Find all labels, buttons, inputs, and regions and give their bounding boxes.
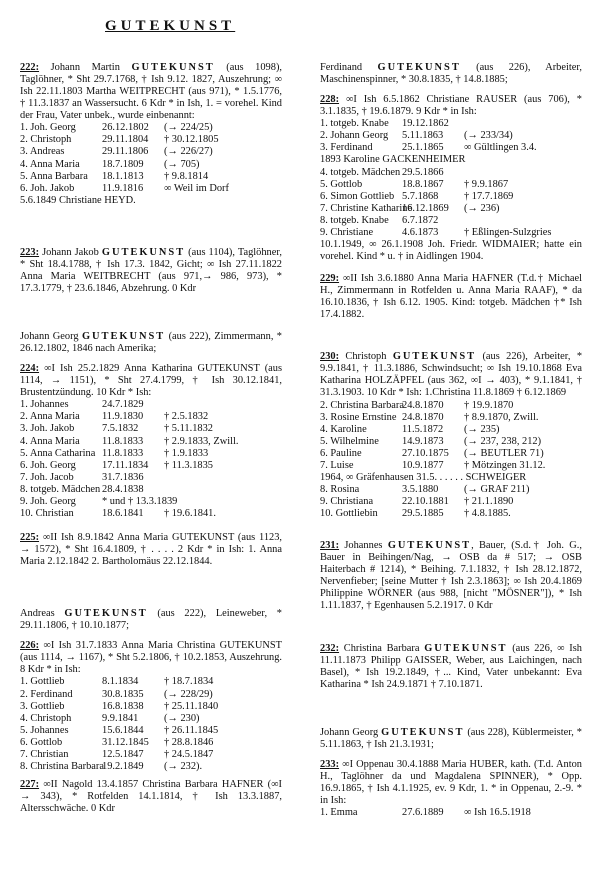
child-name: 1. Joh. Georg	[20, 122, 76, 134]
child-name: 3. Andreas	[20, 146, 65, 158]
entry-lead: Johann Georg	[320, 726, 382, 738]
child-info: ∞ Weil im Dorf	[164, 182, 229, 194]
entry-lead: ∞I Oppenau 30.4.1888 Maria HUBER, kath. (T.d. Anton H., Taglöhner da und Magdalena SPINNER), * Opp. 16.9.1865, † Ish 4.1.1925, ev. 9 Kdr, 1. * in Oppenau, 2.-9. * in Ish:	[320, 758, 582, 807]
child-entry	[320, 460, 582, 472]
child-date: 5.11.1863	[402, 130, 444, 142]
child-name: 3. Rosine Ernstine	[320, 411, 397, 423]
entry-body: (aus 222), Leineweber, * 29.11.1806, † 10.10.1877;	[20, 608, 282, 632]
child-entry	[320, 227, 582, 239]
child-entry	[20, 676, 282, 688]
child-date: 29.11.1806	[102, 146, 149, 158]
child-name: 2. Ferdinand	[20, 688, 73, 700]
child-entry	[20, 472, 282, 484]
entry-text	[320, 643, 582, 691]
entry-b226	[20, 640, 282, 773]
child-info: (→ 228/29)	[164, 688, 213, 700]
child-entry	[20, 508, 282, 520]
entry-body: (aus 1098), Taglöhner, * Sht 29.7.1768, † Ish 9.12. 1827, Auszehrung; ∞ Ish 22.11.1803 Martha WEITPRECHT (aus 971), * 1.5.1776, † 11.3.1837 an Wassersucht. 6 Kdr * in Ish, 1. = vorehel. Kind der Frau, Vater unbek., wurde einbenannt:	[20, 62, 282, 122]
entry-text	[20, 363, 282, 399]
entry-body: (aus 1104), Taglöhner, * Sht 18.4.1788, † Ish 17.3. 1842, Gicht; ∞ Ish 27.11.1822 Anna Maria WEITBRECHT (aus 971,→ 986, 973), * 17.3.1779, † 23.6.1846, Abzehrung. 0 Kdr	[20, 246, 282, 294]
child-entry	[320, 807, 582, 819]
child-info: (→ GRAF 211)	[464, 483, 530, 495]
entry-tail: 1893 Karoline GACKENHEIMER	[320, 154, 466, 166]
child-name: 8. totgeb. Mädchen	[20, 483, 101, 495]
entry-b222c	[20, 608, 282, 632]
child-entry	[320, 412, 582, 424]
entry-number: 233:	[320, 758, 340, 770]
child-info: † 21.1.1890	[464, 496, 514, 507]
child-entry	[320, 436, 582, 448]
child-date: 18.1.1813	[102, 170, 144, 182]
child-entry	[320, 448, 582, 460]
entry-lead: Andreas	[20, 608, 65, 620]
entry-text	[20, 247, 282, 295]
child-info: (→ 235)	[464, 423, 500, 435]
child-date: 4.6.1873	[402, 226, 439, 238]
entry-lead: Ferdinand	[320, 62, 378, 73]
child-date: 24.7.1829	[102, 399, 144, 411]
child-entry	[320, 191, 582, 203]
child-date: 11.9.1816	[102, 182, 144, 194]
child-date: 18.6.1841	[102, 507, 144, 519]
child-entry	[20, 436, 282, 448]
child-info: † 17.7.1869	[464, 190, 514, 202]
child-entry	[320, 167, 582, 179]
children-list	[320, 167, 582, 239]
entry-number: 226:	[20, 640, 40, 652]
child-name: 4. totgeb. Mädchen	[320, 166, 401, 178]
child-date: 5.7.1868	[402, 190, 439, 202]
child-entry	[320, 179, 582, 191]
child-entry	[20, 496, 282, 508]
child-date: 24.8.1870	[402, 399, 444, 411]
child-date: 28.4.1838	[102, 483, 144, 495]
entry-surname: GUTEKUNST	[81, 331, 166, 342]
child-entry	[20, 725, 282, 737]
entry-surname: GUTEKUNST	[424, 642, 508, 654]
child-name: 8. Christina Barbara	[20, 760, 104, 772]
child-date: 15.6.1844	[102, 724, 144, 736]
entry-text	[20, 62, 282, 122]
entry-lead: Johann Georg	[20, 331, 82, 342]
entry-number: 224:	[20, 363, 40, 375]
child-entry	[20, 701, 282, 713]
child-date: 6.7.1872	[402, 214, 439, 226]
child-info: (→ 224/25)	[164, 122, 213, 134]
children-list	[20, 399, 282, 520]
child-name: 9. Christiana	[320, 496, 374, 507]
child-date: 17.11.1834	[102, 459, 149, 471]
child-date: 26.12.1802	[102, 122, 149, 134]
child-name: 6. Joh. Jakob	[20, 182, 75, 194]
entry-number: 222:	[20, 62, 40, 73]
child-entry	[20, 484, 282, 496]
child-date: 22.10.1881	[402, 496, 449, 507]
child-date: 11.8.1833	[102, 435, 144, 447]
child-info: ∞ Ish 16.5.1918	[464, 807, 531, 819]
entry-text	[20, 608, 282, 632]
entry-body: (aus 228), Küblermeister, * 5.11.1863, † Ish 21.3.1931;	[320, 726, 582, 750]
child-entry	[20, 399, 282, 411]
entry-tail: 1964, ∞ Gräfenhausen 31.5. . . . . . SCHWEIGER	[320, 471, 527, 483]
child-entry	[20, 737, 282, 749]
child-entry	[320, 496, 582, 508]
child-date: 11.5.1872	[402, 423, 444, 435]
child-entry	[320, 203, 582, 215]
child-name: 7. Christian	[20, 748, 69, 760]
entry-text	[20, 331, 282, 355]
child-info: † 28.8.1846	[164, 736, 214, 748]
child-info: (→ 230)	[164, 712, 200, 724]
child-date: 9.9.1841	[102, 712, 139, 724]
child-name: 3. Ferdinand	[320, 142, 373, 154]
page-title: GUTEKUNST	[105, 18, 236, 34]
entry-lead: ∞I Ish 31.7.1833 Anna Maria Christina GUTEKUNST (aus 1114, → 1167), * Sht 5.2.1806, † 10.2.1853, Auszehrung. 8 Kdr * in Ish:	[20, 640, 282, 676]
entry-b225	[20, 532, 282, 568]
child-name: 1. totgeb. Knabe	[320, 118, 389, 130]
children-list	[320, 484, 582, 520]
child-entry	[320, 424, 582, 436]
right-column	[320, 62, 582, 819]
entry-lead: Christoph	[339, 351, 393, 363]
child-entry	[20, 411, 282, 423]
child-date: * und † 13.3.1839	[102, 495, 178, 507]
child-name: 1. Gottlieb	[20, 676, 65, 688]
entry-b222	[20, 62, 282, 207]
entry-b231	[320, 540, 582, 612]
child-entry	[20, 183, 282, 195]
child-info: (→ 237, 238, 212)	[464, 435, 542, 447]
child-info: † 11.3.1835	[164, 459, 213, 471]
entry-number: 228:	[320, 94, 340, 106]
entry-number: 232:	[320, 642, 340, 654]
child-info: † 25.11.1840	[164, 700, 219, 712]
child-name: 3. Gottlieb	[20, 700, 65, 712]
entry-tail: 10.1.1949, ∞ 26.1.1908 Joh. Friedr. WIDMAIER; hatte ein vorehel. Kind * u. † in Aidlingen 1904.	[320, 238, 582, 262]
child-name: 2. Christina Barbara	[320, 399, 404, 411]
child-name: 5. Anna Barbara	[20, 170, 88, 182]
entry-number: 223:	[20, 246, 40, 258]
entry-number: 227:	[20, 778, 40, 790]
entry-text	[320, 273, 582, 321]
left-column	[20, 62, 282, 815]
child-name: 6. Simon Gottlieb	[320, 190, 395, 202]
child-name: 6. Pauline	[320, 447, 362, 459]
child-name: 9. Joh. Georg	[20, 495, 76, 507]
entry-text	[320, 94, 582, 118]
entry-surname: GUTEKUNST	[101, 246, 186, 258]
child-name: 8. Rosina	[320, 483, 360, 495]
child-info: † 2.9.1833, Zwill.	[164, 435, 239, 447]
child-name: 2. Johann Georg	[320, 130, 389, 142]
child-info: † 30.12.1805	[164, 134, 219, 146]
child-info: † Mötzingen 31.12.	[464, 459, 546, 471]
child-name: 5. Johannes	[20, 724, 69, 736]
entry-r233	[320, 727, 582, 751]
entry-b233	[320, 759, 582, 819]
entry-text	[320, 727, 582, 751]
child-name: 1. Johannes	[20, 399, 69, 411]
child-name: 4. Anna Maria	[20, 158, 80, 170]
entry-number: 231:	[320, 540, 340, 552]
child-entry	[20, 146, 282, 158]
child-entry	[20, 159, 282, 171]
children-list	[320, 807, 582, 819]
child-date: 24.8.1870	[402, 411, 444, 423]
child-date: 19.12.1862	[402, 118, 449, 130]
child-date: 8.1.1834	[102, 676, 139, 688]
child-entry	[320, 215, 582, 227]
child-info: † 9.8.1814	[164, 170, 209, 182]
child-date: 12.5.1847	[102, 748, 144, 760]
entry-surname: GUTEKUNST	[64, 608, 148, 620]
child-name: 5. Gottlob	[320, 178, 363, 190]
entry-lead: ∞I Ish 25.2.1829 Anna Katharina GUTEKUNST (aus 1114, → 1151), * Sht 27.4.1799, † Ish 30.12.1841, Brustentzündung. 10 Kdr * Ish:	[20, 363, 282, 399]
entry-lead: Johann Martin	[39, 62, 132, 73]
entry-surname: GUTEKUNST	[131, 62, 215, 73]
entry-body: (aus 226), Arbeiter, Maschinenspinner, * 30.8.1835, † 14.8.1885;	[320, 62, 582, 86]
entry-text	[20, 532, 282, 568]
child-date: 29.11.1804	[102, 134, 149, 146]
child-date: 27.10.1875	[402, 447, 449, 459]
entry-lead: ∞II Ish 3.6.1880 Anna Maria HAFNER (T.d.† Michael H., Zimmermann in Rotfelden u. Anna Maria RAAF), * da 16.10.1836, † Ish 6.12. 1905. Kind: totgeb. Mädchen †* Ish 17.4.1882.	[320, 273, 582, 321]
child-name: 7. Christine Katharine	[320, 202, 413, 214]
child-info: † 4.8.1885.	[464, 508, 511, 520]
child-entry	[20, 134, 282, 146]
entry-body: , Bauer, (S.d.† Joh. G., Bauer in Beihingen/Nag, → OSB da # 517; → OSB Haiterbach # 1214), * Beihing. 7.1.1832, † Ish 28.12.1872, Nervenfieber; [seine Mutter † Ish 2.3.1863]; ∞ Ish 20.4.1869 Philippine WÖRNER (aus 988, [nicht "MÖSNER"]), * Ish 1.11.1837, † Egenhausen 5.2.1917. 0 Kdr	[320, 540, 582, 612]
child-date: 18.8.1867	[402, 178, 444, 190]
child-name: 3. Joh. Jakob	[20, 423, 75, 435]
children-list	[20, 122, 282, 194]
child-date: 16.8.1838	[102, 700, 144, 712]
child-name: 6. Joh. Georg	[20, 459, 76, 471]
child-info: † 19.9.1870	[464, 399, 514, 411]
child-date: 14.9.1873	[402, 435, 444, 447]
child-name: 2. Anna Maria	[20, 411, 80, 423]
child-entry	[20, 713, 282, 725]
child-name: 8. totgeb. Knabe	[320, 214, 389, 226]
child-entry	[320, 484, 582, 496]
entry-lead: Johann Jakob	[39, 246, 102, 258]
child-name: 9. Christiane	[320, 226, 374, 238]
child-date: 29.5.1866	[402, 166, 444, 178]
entry-number: 229:	[320, 273, 340, 284]
entry-text	[320, 759, 582, 807]
child-info: † 24.5.1847	[164, 748, 214, 760]
entry-b230	[320, 351, 582, 520]
entry-lead: Christina Barbara	[339, 642, 425, 654]
entry-r0	[320, 62, 582, 86]
child-entry	[20, 460, 282, 472]
entry-b232	[320, 643, 582, 691]
child-info: ∞ Gültlingen 3.4.	[464, 142, 537, 154]
child-info: (→ 236)	[464, 202, 500, 214]
entry-number: 230:	[320, 351, 340, 363]
child-name: 4. Anna Maria	[20, 435, 80, 447]
child-name: 4. Christoph	[20, 712, 72, 724]
entry-surname: GUTEKUNST	[381, 726, 465, 738]
child-info: † 1.9.1833	[164, 447, 209, 459]
child-name: 2. Christoph	[20, 134, 72, 146]
entry-body: (aus 226), Arbeiter, * 9.9.1841, † 11.3.1886, Schwindsucht; ∞ Ish 19.10.1868 Eva Katharina HOLZÄPFEL (aus 362, ∞I → 403), * 9.1.1841, † 31.3.1903. 10 Kdr * Ish: 1.Christina 11.8.1869 † 6.12.1869	[320, 351, 583, 399]
child-info: (→ BEUTLER 71)	[464, 447, 544, 459]
child-date: 31.7.1836	[102, 471, 144, 483]
children-list	[320, 400, 582, 472]
child-date: 31.12.1845	[102, 736, 149, 748]
entry-body: (aus 226, ∞ Ish 11.11.1873 Philipp GAISSER, Weber, aus Laichingen, nach Basel), * Ish 19.2.1849, †... Kind, Vater unbekannt: Eva Katharina * Ish 24.9.1871 † 7.10.1871.	[320, 642, 582, 690]
child-name: 10. Christian	[20, 507, 74, 519]
child-info: † 19.6.1841.	[164, 507, 216, 519]
entry-b223	[20, 247, 282, 295]
child-name: 7. Joh. Jacob	[20, 471, 74, 483]
child-info: (→ 705)	[164, 158, 200, 170]
entry-tail: 5.6.1849 Christiane HEYD.	[20, 194, 136, 206]
child-info: † 26.11.1845	[164, 724, 219, 736]
child-entry	[20, 171, 282, 183]
entry-b229	[320, 273, 582, 321]
child-entry	[20, 761, 282, 773]
child-name: 10. Gottliebin	[320, 508, 378, 520]
child-date: 10.9.1877	[402, 459, 444, 471]
child-name: 4. Karoline	[320, 423, 367, 435]
entry-lead: Johannes	[339, 540, 388, 552]
child-entry	[20, 749, 282, 761]
child-date: 7.5.1832	[102, 423, 139, 435]
child-date: 18.7.1809	[102, 158, 144, 170]
child-date: 19.2.1849	[102, 760, 144, 772]
entry-lead: ∞I Ish 6.5.1862 Christiane RAUSER (aus 706), * 3.1.1835, † 19.6.1879. 9 Kdr * in Ish:	[320, 94, 582, 118]
entry-b222b	[20, 331, 282, 355]
entry-text	[20, 779, 282, 815]
child-info: (→ 232).	[164, 760, 203, 772]
child-info: † 5.11.1832	[164, 423, 213, 435]
child-info: † Eßlingen-Sulzgries	[464, 226, 552, 238]
entry-text	[320, 351, 582, 399]
child-info: † 8.9.1870, Zwill.	[464, 411, 539, 423]
children-list	[20, 676, 282, 773]
child-entry	[20, 122, 282, 134]
child-date: 11.8.1833	[102, 447, 144, 459]
children-list	[320, 118, 582, 154]
child-name: 5. Wilhelmine	[320, 435, 379, 447]
entry-text	[320, 540, 582, 612]
child-date: 16.12.1869	[402, 202, 449, 214]
child-date: 11.9.1830	[102, 411, 144, 423]
child-entry	[20, 448, 282, 460]
entry-surname: GUTEKUNST	[387, 540, 472, 552]
entry-b227	[20, 779, 282, 815]
child-entry	[320, 400, 582, 412]
child-entry	[320, 118, 582, 130]
child-name: 5. Anna Catharina	[20, 447, 96, 459]
child-info: (→ 233/34)	[464, 130, 513, 142]
child-entry	[320, 130, 582, 142]
child-entry	[20, 689, 282, 701]
entry-text	[320, 62, 582, 86]
child-info: † 18.7.1834	[164, 676, 214, 688]
entry-lead: ∞II Nagold 13.4.1857 Christina Barbara HAFNER (∞I → 343), * Rotfelden 14.1.1814, † Ish 13.3.1887, Altersschwäche. 0 Kdr	[20, 778, 282, 815]
child-info: † 2.5.1832	[164, 411, 209, 423]
entry-lead: ∞II Ish 8.9.1842 Anna Maria GUTEKUNST (aus 1123, → 1572), * Sht 16.4.1809, † . . . . 2 Kdr * in Ish: 1. Anna Maria 2.12.1842 2. Bartholomäus 22.12.1844.	[20, 531, 282, 568]
child-date: 3.5.1880	[402, 483, 439, 495]
child-name: 6. Gottlob	[20, 736, 63, 748]
entry-b228	[320, 94, 582, 263]
child-name: 7. Luise	[320, 459, 354, 471]
child-entry	[320, 508, 582, 520]
child-date: 27.6.1889	[402, 807, 444, 819]
child-entry	[20, 423, 282, 435]
child-date: 30.8.1835	[102, 688, 144, 700]
entry-text	[20, 640, 282, 676]
entry-b224	[20, 363, 282, 520]
child-entry	[320, 142, 582, 154]
entry-number: 225:	[20, 531, 40, 543]
entry-body: (aus 222), Zimmermann, * 26.12.1802, 1846 nach Amerika;	[20, 331, 282, 355]
entry-surname: GUTEKUNST	[392, 351, 477, 363]
child-info: (→ 226/27)	[164, 146, 213, 158]
child-info: † 9.9.1867	[464, 178, 509, 190]
child-date: 25.1.1865	[402, 142, 444, 154]
child-date: 29.5.1885	[402, 508, 444, 520]
child-name: 1. Emma	[320, 807, 358, 819]
entry-surname: GUTEKUNST	[377, 62, 461, 73]
